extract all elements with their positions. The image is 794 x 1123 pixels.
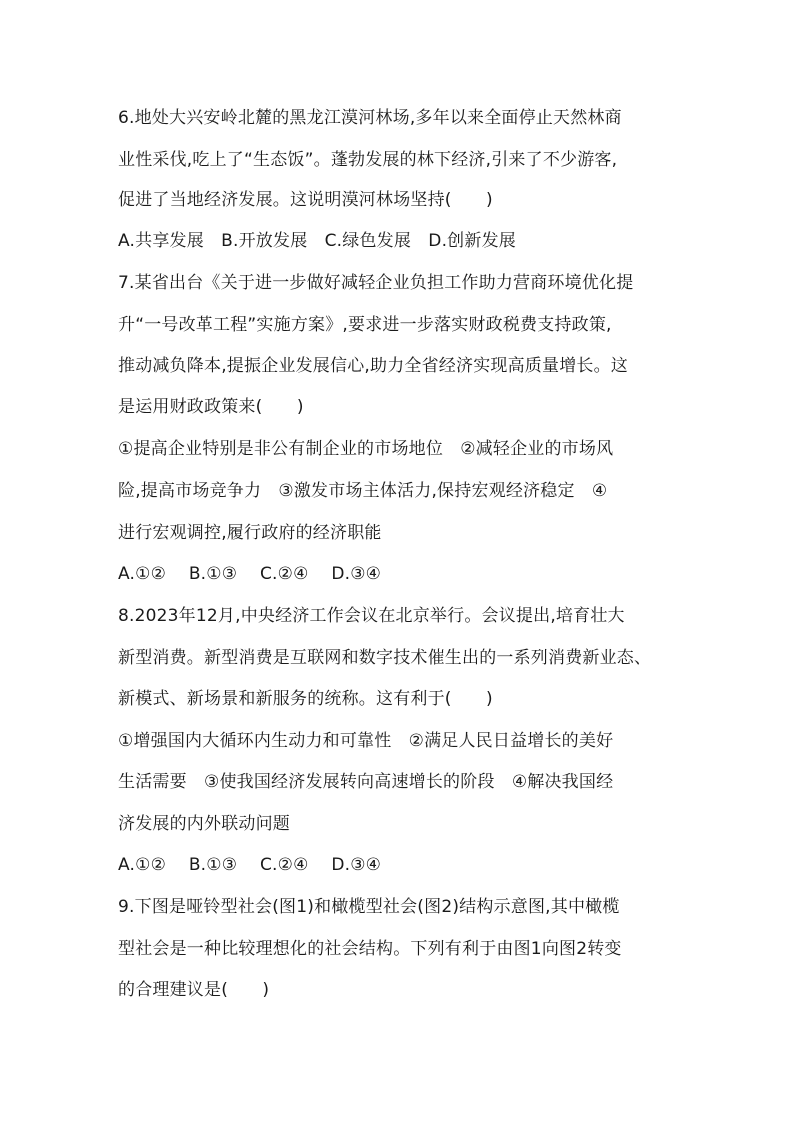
question-7-line-4: 是运用财政政策来( ): [118, 397, 304, 417]
question-7-line-3: 推动减负降本,提振企业发展信心,助力全省经济实现高质量增长。这: [118, 356, 629, 376]
question-8-line-5: 生活需要 ③使我国经济发展转向高速增长的阶段 ④解决我国经: [118, 772, 614, 792]
question-8-options: A.①② B.①③ C.②④ D.③④: [118, 855, 382, 875]
question-9-line-1: 9.下图是哑铃型社会(图1)和橄榄型社会(图2)结构示意图,其中橄榄: [118, 897, 620, 917]
question-7-line-5: ①提高企业特别是非公有制企业的市场地位 ②减轻企业的市场风: [118, 439, 614, 459]
question-8-line-6: 济发展的内外联动问题: [118, 814, 290, 834]
question-8-line-2: 新型消费。新型消费是互联网和数字技术催生出的一系列消费新业态、: [118, 648, 652, 668]
question-7-line-2: 升“一号改革工程”实施方案》,要求进一步落实财政税费支持政策,: [118, 315, 612, 335]
question-8-line-4: ①增强国内大循环内生动力和可靠性 ②满足人民日益增长的美好: [118, 731, 614, 751]
question-6-line-3: 促进了当地经济发展。这说明漠河林场坚持( ): [118, 190, 493, 210]
question-8-line-1: 8.2023年12月,中央经济工作会议在北京举行。会议提出,培育壮大: [118, 606, 625, 626]
question-9-line-2: 型社会是一种比较理想化的社会结构。下列有利于由图1向图2转变: [118, 939, 622, 959]
question-6-line-1: 6.地处大兴安岭北麓的黑龙江漠河林场,多年以来全面停止天然林商: [118, 108, 622, 128]
question-7-line-7: 进行宏观调控,履行政府的经济职能: [118, 523, 382, 543]
question-8-line-3: 新模式、新场景和新服务的统称。这有利于( ): [118, 689, 493, 709]
question-7-line-6: 险,提高市场竞争力 ③激发市场主体活力,保持宏观经济稳定 ④: [118, 481, 608, 501]
question-7-line-1: 7.某省出台《关于进一步做好减轻企业负担工作助力营商环境优化提: [118, 273, 634, 293]
question-9-line-3: 的合理建议是( ): [118, 980, 270, 1000]
question-6-line-2: 业性采伐,吃上了“生态饭”。蓬勃发展的林下经济,引来了不少游客,: [118, 150, 618, 170]
question-7-options: A.①② B.①③ C.②④ D.③④: [118, 564, 382, 584]
question-6-options: A.共享发展 B.开放发展 C.绿色发展 D.创新发展: [118, 231, 516, 251]
